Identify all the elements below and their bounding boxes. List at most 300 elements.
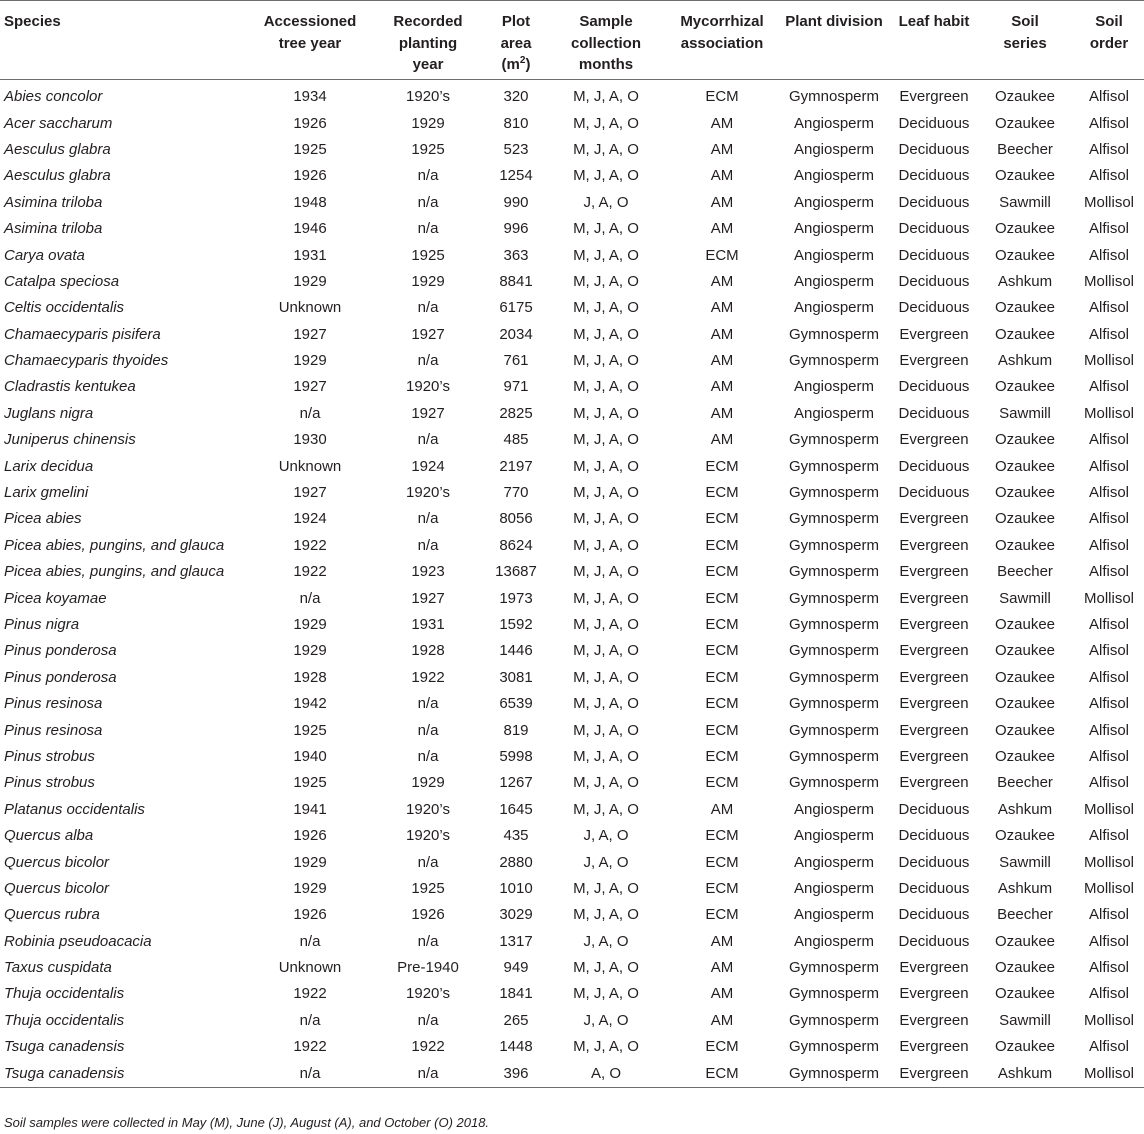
cell-soil-series: Beecher xyxy=(997,563,1053,581)
cell-species: Larix gmelini xyxy=(4,484,89,502)
cell-soil-order: Alfisol xyxy=(1088,959,1129,977)
cell-species: Quercus bicolor xyxy=(4,879,110,897)
cell-soil-series: Ozaukee xyxy=(994,695,1056,713)
cell-leaf-habit: Evergreen xyxy=(899,695,969,713)
cell-plot-area: 363 xyxy=(503,246,529,264)
header-mycorrhizal: Mycorrhizal association xyxy=(680,13,764,52)
cell-mycorrhizal: AM xyxy=(710,272,734,290)
cell-species: Picea abies xyxy=(4,510,82,528)
cell-leaf-habit: Deciduous xyxy=(898,246,970,264)
cell-species: Pinus resinosa xyxy=(4,695,103,713)
cell-plant-division: Gymnosperm xyxy=(788,589,880,607)
cell-soil-order: Alfisol xyxy=(1088,642,1129,660)
cell-accessioned-year: 1928 xyxy=(293,668,327,686)
cell-plot-area: 2197 xyxy=(499,457,533,475)
header-soil-series: Soil series xyxy=(1003,13,1047,52)
cell-sample-months: J, A, O xyxy=(583,827,629,845)
cell-plot-area: 3081 xyxy=(499,668,533,686)
cell-soil-series: Ozaukee xyxy=(994,985,1056,1003)
cell-plot-area: 1446 xyxy=(499,642,533,660)
cell-plant-division: Gymnosperm xyxy=(788,1011,880,1029)
table-row xyxy=(0,691,1144,717)
cell-sample-months: M, J, A, O xyxy=(573,299,639,317)
cell-sample-months: M, J, A, O xyxy=(573,879,639,897)
cell-soil-order: Alfisol xyxy=(1088,827,1129,845)
cell-soil-order: Alfisol xyxy=(1088,378,1129,396)
cell-mycorrhizal: ECM xyxy=(705,457,739,475)
cell-plant-division: Angiosperm xyxy=(793,853,875,871)
header-accessioned-year: Accessioned tree year xyxy=(263,13,357,52)
cell-species: Celtis occidentalis xyxy=(4,299,125,317)
cell-soil-series: Ashkum xyxy=(997,352,1053,370)
cell-leaf-habit: Deciduous xyxy=(898,404,970,422)
cell-leaf-habit: Evergreen xyxy=(899,616,969,633)
cell-sample-months: M, J, A, O xyxy=(573,510,639,528)
cell-mycorrhizal: AM xyxy=(710,352,734,370)
cell-sample-months: M, J, A, O xyxy=(573,378,639,396)
cell-soil-order: Mollisol xyxy=(1083,589,1134,607)
cell-planting-year: 1925 xyxy=(411,246,445,264)
cell-soil-series: Ozaukee xyxy=(994,167,1056,185)
cell-soil-series: Beecher xyxy=(997,140,1053,158)
cell-sample-months: M, J, A, O xyxy=(573,484,639,502)
cell-species: Quercus bicolor xyxy=(4,853,110,871)
cell-sample-months: A, O xyxy=(544,1060,668,1087)
cell-accessioned-year: Unknown xyxy=(278,299,342,317)
cell-accessioned-year: n/a xyxy=(299,1011,321,1029)
cell-plant-division: Gymnosperm xyxy=(788,88,880,106)
cell-species: Pinus strobus xyxy=(4,747,95,765)
header-soil-order: Soil order xyxy=(1089,13,1129,52)
cell-sample-months: M, J, A, O xyxy=(573,325,639,343)
cell-leaf-habit: Evergreen xyxy=(899,747,969,765)
cell-soil-series: Beecher xyxy=(997,774,1053,792)
cell-leaf-habit: Deciduous xyxy=(898,879,970,897)
cell-accessioned-year: 1934 xyxy=(293,88,327,106)
cell-species: Aesculus glabra xyxy=(4,167,111,185)
cell-soil-series: Ashkum xyxy=(997,800,1053,818)
cell-soil-series: Ozaukee xyxy=(994,616,1056,633)
cell-sample-months: M, J, A, O xyxy=(573,668,639,686)
cell-soil-series: Sawmill xyxy=(999,404,1051,422)
cell-soil-order: Alfisol xyxy=(1088,325,1129,343)
cell-leaf-habit: Evergreen xyxy=(899,536,969,554)
cell-leaf-habit: Evergreen xyxy=(899,563,969,581)
cell-mycorrhizal: ECM xyxy=(705,774,739,792)
cell-mycorrhizal: AM xyxy=(710,378,734,396)
cell-planting-year: 1929 xyxy=(411,272,445,290)
cell-soil-order: Mollisol xyxy=(1083,272,1134,290)
header-plant-division: Plant division xyxy=(785,13,883,30)
cell-sample-months: M, J, A, O xyxy=(573,352,639,370)
table-row xyxy=(0,876,1144,902)
cell-planting-year: 1927 xyxy=(411,589,445,607)
cell-accessioned-year: 1926 xyxy=(293,114,327,132)
cell-planting-year: 1927 xyxy=(411,404,445,422)
cell-leaf-habit: Deciduous xyxy=(898,193,970,211)
cell-soil-order: Alfisol xyxy=(1088,510,1129,528)
table-row xyxy=(0,137,1144,163)
header-planting-year: Recorded planting year xyxy=(393,13,463,73)
cell-accessioned-year: 1927 xyxy=(293,378,327,396)
cell-accessioned-year: 1931 xyxy=(293,246,327,264)
cell-sample-months: M, J, A, O xyxy=(573,616,639,633)
cell-mycorrhizal: AM xyxy=(710,325,734,343)
cell-soil-series: Ozaukee xyxy=(994,325,1056,343)
cell-mycorrhizal: ECM xyxy=(705,853,739,871)
cell-planting-year: n/a xyxy=(417,193,439,211)
cell-plant-division: Gymnosperm xyxy=(788,616,880,633)
cell-planting-year: n/a xyxy=(417,721,439,739)
cell-accessioned-year: 1925 xyxy=(293,140,327,158)
cell-sample-months: M, J, A, O xyxy=(573,906,639,924)
table-row xyxy=(0,638,1144,664)
cell-mycorrhizal: ECM xyxy=(705,721,739,739)
cell-sample-months: J, A, O xyxy=(583,193,629,211)
cell-soil-order: Alfisol xyxy=(1088,88,1129,106)
cell-sample-months: M, J, A, O xyxy=(573,747,639,765)
cell-soil-series: Ozaukee xyxy=(994,536,1056,554)
cell-leaf-habit: Deciduous xyxy=(898,853,970,871)
cell-plot-area: 770 xyxy=(503,484,529,502)
cell-plant-division: Angiosperm xyxy=(793,299,875,317)
cell-mycorrhizal: ECM xyxy=(705,827,739,845)
cell-leaf-habit: Deciduous xyxy=(898,220,970,238)
cell-accessioned-year: 1922 xyxy=(293,563,327,581)
cell-plant-division: Gymnosperm xyxy=(788,774,880,792)
cell-accessioned-year: 1927 xyxy=(293,325,327,343)
cell-planting-year: n/a xyxy=(417,1011,439,1029)
cell-planting-year: 1920’s xyxy=(406,985,450,1003)
cell-mycorrhizal: ECM xyxy=(705,563,739,581)
cell-sample-months: M, J, A, O xyxy=(573,985,639,1003)
cell-soil-order: Alfisol xyxy=(1088,140,1129,158)
cell-plot-area: 2880 xyxy=(499,853,533,871)
cell-species: Pinus strobus xyxy=(4,774,95,792)
cell-planting-year: 1931 xyxy=(411,616,445,633)
table-row xyxy=(0,981,1144,1007)
cell-plant-division: Angiosperm xyxy=(793,800,875,818)
cell-plot-area: 1592 xyxy=(499,616,533,633)
table-row xyxy=(0,242,1144,268)
cell-mycorrhizal: ECM xyxy=(705,695,739,713)
table-row xyxy=(0,929,1144,955)
cell-plot-area: 990 xyxy=(503,193,529,211)
cell-accessioned-year: 1922 xyxy=(293,985,327,1003)
cell-accessioned-year: 1922 xyxy=(293,1038,327,1056)
cell-sample-months: M, J, A, O xyxy=(573,404,639,422)
cell-sample-months: M, J, A, O xyxy=(573,114,639,132)
cell-accessioned-year: 1926 xyxy=(293,906,327,924)
cell-soil-order: Alfisol xyxy=(1088,721,1129,739)
cell-soil-series: Sawmill xyxy=(999,853,1051,871)
cell-plant-division: Gymnosperm xyxy=(788,721,880,739)
cell-sample-months: J, A, O xyxy=(583,1011,629,1029)
cell-leaf-habit: Evergreen xyxy=(899,510,969,528)
cell-soil-series: Ashkum xyxy=(997,272,1053,290)
cell-sample-months: M, J, A, O xyxy=(573,140,639,158)
table-row xyxy=(0,717,1144,743)
cell-leaf-habit: Deciduous xyxy=(898,800,970,818)
cell-sample-months: M, J, A, O xyxy=(573,1038,639,1056)
cell-plot-area: 1973 xyxy=(499,589,533,607)
table-row xyxy=(0,849,1144,875)
table-body xyxy=(0,80,1144,1088)
cell-plot-area: 8056 xyxy=(499,510,533,528)
cell-species: Picea abies, pungins, and glauca xyxy=(4,536,225,554)
cell-soil-order: Mollisol xyxy=(1083,1011,1134,1029)
cell-plant-division: Gymnosperm xyxy=(788,668,880,686)
cell-accessioned-year: 1925 xyxy=(293,721,327,739)
cell-soil-series: Ozaukee xyxy=(994,457,1056,475)
cell-leaf-habit: Deciduous xyxy=(898,114,970,132)
cell-accessioned-year: 1946 xyxy=(293,220,327,238)
table-row xyxy=(0,84,1144,110)
cell-plot-area: 996 xyxy=(503,220,529,238)
cell-plant-division: Gymnosperm xyxy=(788,536,880,554)
cell-leaf-habit: Evergreen xyxy=(899,985,969,1003)
cell-soil-order: Alfisol xyxy=(1088,536,1129,554)
cell-plant-division: Gymnosperm xyxy=(788,352,880,370)
cell-sample-months: M, J, A, O xyxy=(573,959,639,977)
table-row xyxy=(0,1060,1144,1087)
cell-sample-months: J, A, O xyxy=(583,932,629,950)
cell-mycorrhizal: ECM xyxy=(705,747,739,765)
cell-plot-area: 6539 xyxy=(499,695,533,713)
cell-accessioned-year: Unknown xyxy=(278,457,342,475)
cell-plant-division: Gymnosperm xyxy=(788,695,880,713)
cell-sample-months: M, J, A, O xyxy=(573,431,639,449)
cell-mycorrhizal: ECM xyxy=(668,1060,776,1087)
cell-plant-division: Angiosperm xyxy=(793,404,875,422)
cell-leaf-habit: Deciduous xyxy=(898,167,970,185)
cell-plant-division: Gymnosperm xyxy=(788,325,880,343)
cell-plant-division: Angiosperm xyxy=(793,167,875,185)
cell-accessioned-year: 1930 xyxy=(293,431,327,449)
header-plot-area: Plot area $(m^2)$ xyxy=(500,13,532,73)
table-row xyxy=(0,453,1144,479)
cell-leaf-habit: Evergreen xyxy=(899,959,969,977)
cell-species: Juglans nigra xyxy=(4,404,94,422)
cell-mycorrhizal: ECM xyxy=(705,668,739,686)
cell-soil-series: Ozaukee xyxy=(994,721,1056,739)
cell-plant-division: Gymnosperm xyxy=(788,985,880,1003)
cell-leaf-habit: Evergreen xyxy=(899,88,969,106)
cell-species: Asimina triloba xyxy=(4,193,103,211)
cell-plant-division: Gymnosperm xyxy=(788,747,880,765)
cell-plant-division: Angiosperm xyxy=(793,378,875,396)
cell-planting-year: 1927 xyxy=(411,325,445,343)
cell-leaf-habit: Deciduous xyxy=(898,378,970,396)
cell-leaf-habit: Deciduous xyxy=(898,906,970,924)
cell-plot-area: 949 xyxy=(503,959,529,977)
cell-sample-months: M, J, A, O xyxy=(573,563,639,581)
cell-soil-order: Alfisol xyxy=(1088,431,1129,449)
cell-planting-year: 1920’s xyxy=(406,827,450,845)
cell-plot-area: 396 xyxy=(488,1060,544,1087)
cell-species: Pinus nigra xyxy=(4,616,80,633)
cell-leaf-habit: Deciduous xyxy=(898,457,970,475)
cell-accessioned-year: 1927 xyxy=(293,484,327,502)
cell-species: Pinus ponderosa xyxy=(4,668,117,686)
cell-plot-area: 2034 xyxy=(499,325,533,343)
cell-mycorrhizal: ECM xyxy=(705,879,739,897)
table-row xyxy=(0,770,1144,796)
cell-mycorrhizal: AM xyxy=(710,167,734,185)
cell-planting-year: 1922 xyxy=(411,668,445,686)
cell-mycorrhizal: ECM xyxy=(705,642,739,660)
cell-plant-division: Angiosperm xyxy=(793,879,875,897)
table-row xyxy=(0,480,1144,506)
cell-sample-months: M, J, A, O xyxy=(573,220,639,238)
cell-species: Acer saccharum xyxy=(4,114,113,132)
cell-sample-months: M, J, A, O xyxy=(573,167,639,185)
cell-plot-area: 5998 xyxy=(499,747,533,765)
cell-plot-area: 971 xyxy=(503,378,529,396)
cell-leaf-habit: Evergreen xyxy=(899,1011,969,1029)
cell-planting-year: 1922 xyxy=(411,1038,445,1056)
cell-leaf-habit: Evergreen xyxy=(899,431,969,449)
cell-soil-series: Ozaukee xyxy=(994,510,1056,528)
cell-accessioned-year: 1940 xyxy=(293,747,327,765)
cell-soil-order: Alfisol xyxy=(1088,484,1129,502)
cell-plot-area: 265 xyxy=(503,1011,529,1029)
cell-soil-series: Ozaukee xyxy=(994,642,1056,660)
cell-soil-series: Ozaukee xyxy=(994,1038,1056,1056)
cell-accessioned-year: 1929 xyxy=(293,616,327,633)
cell-planting-year: 1924 xyxy=(411,457,445,475)
cell-sample-months: M, J, A, O xyxy=(573,721,639,739)
table-row xyxy=(0,427,1144,453)
cell-planting-year: n/a xyxy=(417,932,439,950)
cell-leaf-habit: Deciduous xyxy=(898,299,970,317)
cell-soil-order: Mollisol xyxy=(1083,193,1134,211)
table-row xyxy=(0,1008,1144,1034)
cell-plot-area: 810 xyxy=(503,114,529,132)
table-row xyxy=(0,665,1144,691)
cell-leaf-habit: Deciduous xyxy=(898,272,970,290)
cell-planting-year: Pre-1940 xyxy=(397,959,459,977)
cell-planting-year: 1928 xyxy=(411,642,445,660)
cell-accessioned-year: 1942 xyxy=(293,695,327,713)
cell-planting-year: 1926 xyxy=(411,906,445,924)
cell-species: Taxus cuspidata xyxy=(4,959,112,977)
cell-species: Asimina triloba xyxy=(4,220,103,238)
cell-accessioned-year: 1929 xyxy=(293,352,327,370)
cell-plant-division: Angiosperm xyxy=(793,114,875,132)
cell-species: Chamaecyparis thyoides xyxy=(4,352,169,370)
cell-mycorrhizal: AM xyxy=(710,220,734,238)
cell-species: Robinia pseudoacacia xyxy=(4,932,152,950)
cell-plot-area: 320 xyxy=(503,88,529,106)
cell-sample-months: M, J, A, O xyxy=(573,88,639,106)
table-row xyxy=(0,506,1144,532)
cell-accessioned-year: Unknown xyxy=(278,959,342,977)
table-row xyxy=(0,190,1144,216)
cell-planting-year: n/a xyxy=(368,1060,488,1087)
cell-accessioned-year: 1929 xyxy=(293,272,327,290)
cell-sample-months: M, J, A, O xyxy=(573,536,639,554)
cell-accessioned-year: 1926 xyxy=(293,827,327,845)
cell-mycorrhizal: ECM xyxy=(705,616,739,633)
cell-sample-months: J, A, O xyxy=(583,853,629,871)
cell-species: Platanus occidentalis xyxy=(4,800,145,818)
cell-planting-year: 1920’s xyxy=(406,484,450,502)
cell-plot-area: 435 xyxy=(503,827,529,845)
cell-mycorrhizal: ECM xyxy=(705,906,739,924)
cell-sample-months: M, J, A, O xyxy=(573,457,639,475)
cell-soil-order: Alfisol xyxy=(1088,299,1129,317)
cell-mycorrhizal: AM xyxy=(710,431,734,449)
cell-mycorrhizal: ECM xyxy=(705,536,739,554)
table-row xyxy=(0,744,1144,770)
cell-species: Catalpa speciosa xyxy=(4,272,120,290)
cell-planting-year: 1923 xyxy=(411,563,445,581)
cell-mycorrhizal: AM xyxy=(710,1011,734,1029)
table-row xyxy=(0,955,1144,981)
cell-leaf-habit: Deciduous xyxy=(898,140,970,158)
cell-soil-order: Alfisol xyxy=(1088,906,1129,924)
cell-accessioned-year: 1924 xyxy=(293,510,327,528)
cell-soil-series: Ozaukee xyxy=(994,484,1056,502)
cell-soil-order: Mollisol xyxy=(1083,853,1134,871)
cell-accessioned-year: 1929 xyxy=(293,853,327,871)
header-species: Species xyxy=(4,13,61,30)
cell-plot-area: 8624 xyxy=(499,536,533,554)
cell-species: Pinus ponderosa xyxy=(4,642,117,660)
cell-plot-area: 819 xyxy=(503,721,529,739)
cell-mycorrhizal: AM xyxy=(710,193,734,211)
cell-soil-order: Alfisol xyxy=(1088,220,1129,238)
table-row xyxy=(0,269,1144,295)
cell-plot-area: 13687 xyxy=(495,563,537,581)
cell-species: Picea koyamae xyxy=(4,589,107,607)
cell-mycorrhizal: AM xyxy=(710,404,734,422)
cell-plot-area: 2825 xyxy=(499,404,533,422)
cell-planting-year: n/a xyxy=(417,220,439,238)
cell-soil-order: Alfisol xyxy=(1088,246,1129,264)
cell-soil-order: Alfisol xyxy=(1088,563,1129,581)
cell-soil-order: Alfisol xyxy=(1088,985,1129,1003)
cell-soil-series: Ashkum xyxy=(997,879,1053,897)
table-row xyxy=(0,823,1144,849)
cell-species: Carya ovata xyxy=(4,246,85,264)
header-leaf-habit: Leaf habit xyxy=(898,13,970,30)
cell-mycorrhizal: ECM xyxy=(705,510,739,528)
table-row xyxy=(0,797,1144,823)
cell-leaf-habit: Deciduous xyxy=(898,932,970,950)
cell-plant-division: Angiosperm xyxy=(793,220,875,238)
cell-plot-area: 8841 xyxy=(499,272,533,290)
cell-species: Juniperus chinensis xyxy=(4,431,136,449)
table-row xyxy=(0,374,1144,400)
cell-leaf-habit: Evergreen xyxy=(899,325,969,343)
cell-soil-order: Mollisol xyxy=(1083,879,1134,897)
cell-sample-months: M, J, A, O xyxy=(573,774,639,792)
table-row xyxy=(0,401,1144,427)
cell-planting-year: n/a xyxy=(417,431,439,449)
cell-plot-area: 6175 xyxy=(499,299,533,317)
cell-soil-series: Sawmill xyxy=(999,1011,1051,1029)
cell-plant-division: Angiosperm xyxy=(793,906,875,924)
cell-sample-months: M, J, A, O xyxy=(573,800,639,818)
cell-soil-order: Alfisol xyxy=(1088,932,1129,950)
cell-mycorrhizal: ECM xyxy=(705,589,739,607)
table-footnote: Soil samples were collected in May (M), June (J), August (A), and October (O) 2018. xyxy=(4,1115,490,1130)
cell-soil-series: Ozaukee xyxy=(994,378,1056,396)
cell-plot-area: 1448 xyxy=(499,1038,533,1056)
cell-soil-order: Alfisol xyxy=(1088,747,1129,765)
